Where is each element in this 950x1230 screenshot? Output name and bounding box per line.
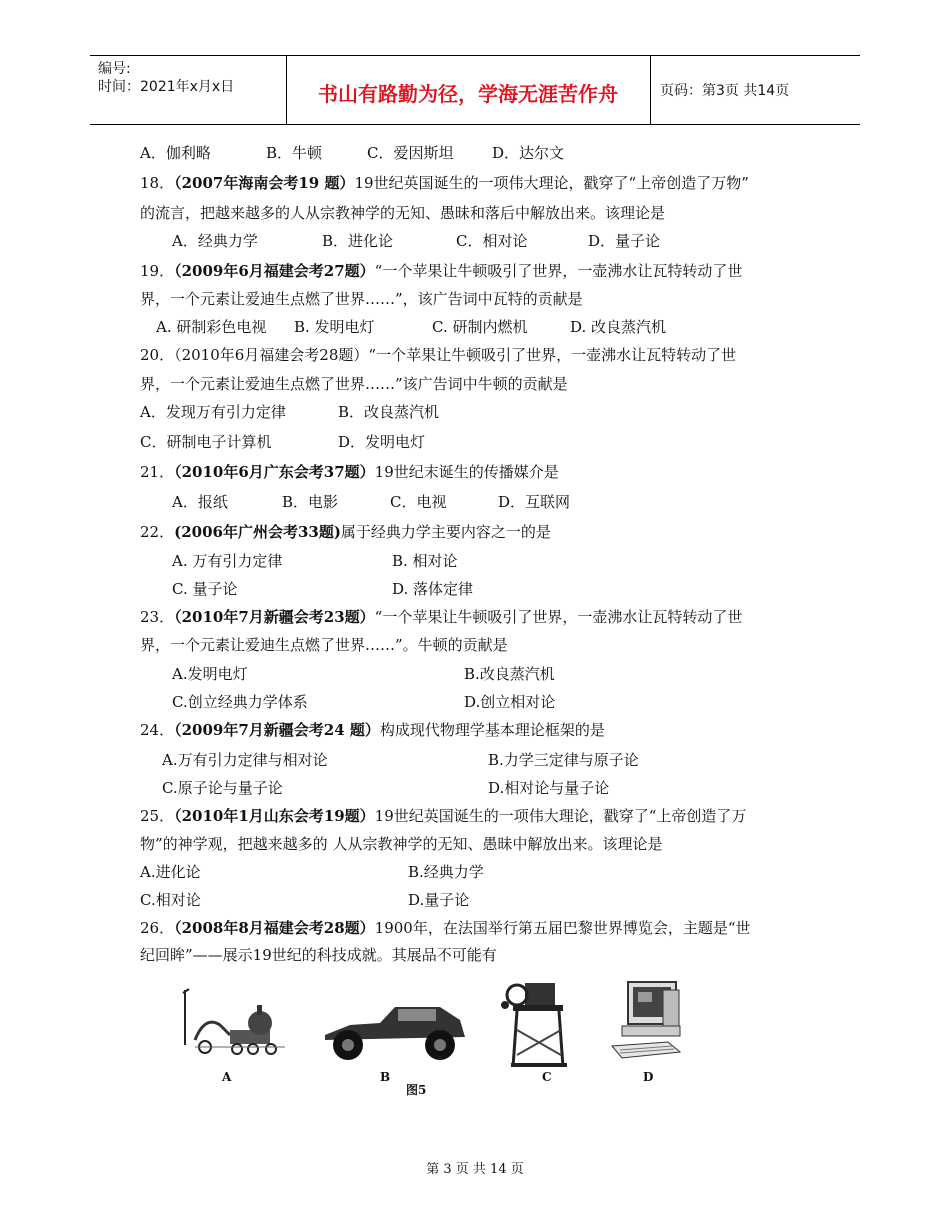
question-25 bbox=[140, 806, 746, 826]
figure-label-a: A bbox=[222, 1070, 232, 1084]
question-number: 22． bbox=[140, 523, 175, 541]
question-24 bbox=[140, 720, 605, 740]
option-a: A．经典力学 bbox=[172, 232, 258, 250]
option-c: C.相对论 bbox=[140, 891, 201, 909]
question-18-line2: 的流言，把越来越多的人从宗教神学的无知、愚昧和落后中解放出来。该理论是 bbox=[140, 204, 666, 222]
option-b: B．牛顿 bbox=[266, 144, 323, 162]
question-18 bbox=[140, 173, 749, 193]
question-source: （2010年6月广东会考37题） bbox=[174, 463, 375, 481]
question-number: 23． bbox=[140, 608, 175, 626]
question-text: “一个苹果让牛顿吸引了世界，一壶沸水让瓦特转动了世 bbox=[374, 608, 743, 626]
question-source: （2010年6月福建会考28题） bbox=[174, 346, 369, 364]
option-c: C.创立经典力学体系 bbox=[172, 693, 308, 711]
motto: 书山有路勤为径，学海无涯苦作舟 bbox=[318, 82, 618, 106]
option-b: B.改良蒸汽机 bbox=[464, 665, 555, 683]
question-26 bbox=[140, 918, 751, 938]
question-25-line2: 物”的神学观，把越来越多的 人从宗教神学的无知、愚昧中解放出来。该理论是 bbox=[140, 835, 663, 853]
page-header bbox=[90, 55, 860, 125]
option-b: B.经典力学 bbox=[408, 863, 484, 881]
question-number: 26． bbox=[140, 919, 175, 937]
question-text: “一个苹果让牛顿吸引了世界，一壶沸水让瓦特转动了世 bbox=[374, 262, 743, 280]
question-source: （2007年海南会考19 题） bbox=[174, 174, 355, 192]
option-a: A. 万有引力定律 bbox=[172, 552, 283, 570]
figure-label-d: D bbox=[643, 1070, 654, 1084]
question-text: 19世纪末诞生的传播媒介是 bbox=[374, 463, 559, 481]
question-text: “一个苹果让牛顿吸引了世界，一壶沸水让瓦特转动了世 bbox=[368, 346, 737, 364]
option-b: B．进化论 bbox=[322, 232, 394, 250]
option-b: B. 发明电灯 bbox=[294, 318, 375, 336]
option-d: D．达尔文 bbox=[492, 144, 565, 162]
option-a: A. 研制彩色电视 bbox=[156, 318, 267, 336]
question-19 bbox=[140, 261, 742, 281]
question-21 bbox=[140, 462, 559, 482]
question-number: 24． bbox=[140, 721, 175, 739]
option-a: A.发明电灯 bbox=[172, 665, 248, 683]
question-text: 1900年，在法国举行第五届巴黎世界博览会，主题是“世 bbox=[374, 919, 751, 937]
option-c: C．研制电子计算机 bbox=[140, 433, 272, 451]
option-d: D. 改良蒸汽机 bbox=[570, 318, 667, 336]
question-number: 21． bbox=[140, 463, 175, 481]
figure-caption: 图5 bbox=[406, 1083, 427, 1097]
option-c: C．电视 bbox=[390, 493, 447, 511]
option-c: C.原子论与量子论 bbox=[162, 779, 283, 797]
question-26-line2: 纪回眸”——展示19世纪的科技成就。其展品不可能有 bbox=[140, 946, 497, 964]
option-d: D.相对论与量子论 bbox=[488, 779, 610, 797]
option-d: D．量子论 bbox=[588, 232, 661, 250]
vintage-car-illustration bbox=[320, 995, 470, 1065]
question-source: （2008年8月福建会考28题） bbox=[174, 919, 375, 937]
option-a: A.进化论 bbox=[140, 863, 201, 881]
option-a: A．发现万有引力定律 bbox=[140, 403, 286, 421]
option-a: A．报纸 bbox=[172, 493, 228, 511]
question-text: 19世纪英国诞生的一项伟大理论，戳穿了“上帝创造了万物” bbox=[354, 174, 749, 192]
computer-illustration bbox=[608, 980, 688, 1065]
question-23 bbox=[140, 607, 742, 627]
figure-label-c: C bbox=[542, 1070, 552, 1084]
question-19-line2: 界，一个元素让爱迪生点燃了世界……”，该广告词中瓦特的贡献是 bbox=[140, 290, 583, 308]
question-source: （2009年6月福建会考27题） bbox=[174, 262, 375, 280]
question-source: （2009年7月新疆会考24 题） bbox=[174, 721, 380, 739]
figure-5 bbox=[170, 975, 710, 1100]
option-d: D．发明电灯 bbox=[338, 433, 426, 451]
option-b: B．改良蒸汽机 bbox=[338, 403, 440, 421]
question-text: 属于经典力学主要内容之一的是 bbox=[340, 523, 551, 541]
header-divider-right bbox=[650, 56, 651, 124]
option-d: D. 落体定律 bbox=[392, 580, 474, 598]
option-b: B. 相对论 bbox=[392, 552, 458, 570]
question-20 bbox=[140, 345, 736, 365]
steam-carriage-illustration bbox=[175, 985, 295, 1060]
question-number: 19． bbox=[140, 262, 175, 280]
question-number: 18． bbox=[140, 174, 175, 192]
question-number: 20． bbox=[140, 346, 175, 364]
header-meta bbox=[98, 60, 234, 96]
question-20-line2: 界，一个元素让爱迪生点燃了世界……”该广告词中牛顿的贡献是 bbox=[140, 375, 568, 393]
option-c: C. 量子论 bbox=[172, 580, 238, 598]
option-c: C. 研制内燃机 bbox=[432, 318, 528, 336]
electric-generator-illustration bbox=[495, 975, 575, 1070]
number-label: 编号: bbox=[98, 61, 131, 77]
option-b: B．电影 bbox=[282, 493, 339, 511]
question-source: （2010年7月新疆会考23题） bbox=[174, 608, 375, 626]
question-source: (2006年广州会考33题) bbox=[174, 523, 341, 541]
question-number: 25． bbox=[140, 807, 175, 825]
option-a: A．伽利略 bbox=[140, 144, 211, 162]
question-text: 19世纪英国诞生的一项伟大理论，戳穿了“上帝创造了万 bbox=[374, 807, 747, 825]
question-22 bbox=[140, 522, 551, 542]
figure-label-b: B bbox=[380, 1070, 391, 1084]
option-d: D.量子论 bbox=[408, 891, 470, 909]
option-d: D.创立相对论 bbox=[464, 693, 556, 711]
option-c: C．相对论 bbox=[456, 232, 528, 250]
page-footer: 第 3 页 共 14 页 bbox=[426, 1162, 524, 1177]
option-c: C．爱因斯坦 bbox=[367, 144, 454, 162]
time-label: 时间：2021年x月x日 bbox=[98, 79, 235, 95]
question-text: 构成现代物理学基本理论框架的是 bbox=[379, 721, 605, 739]
question-source: （2010年1月山东会考19题） bbox=[174, 807, 375, 825]
option-b: B.力学三定律与原子论 bbox=[488, 751, 639, 769]
option-d: D．互联网 bbox=[498, 493, 571, 511]
question-23-line2: 界，一个元素让爱迪生点燃了世界……”。牛顿的贡献是 bbox=[140, 636, 508, 654]
header-page-info: 页码：第3页 共14页 bbox=[660, 83, 790, 99]
option-a: A.万有引力定律与相对论 bbox=[162, 751, 328, 769]
